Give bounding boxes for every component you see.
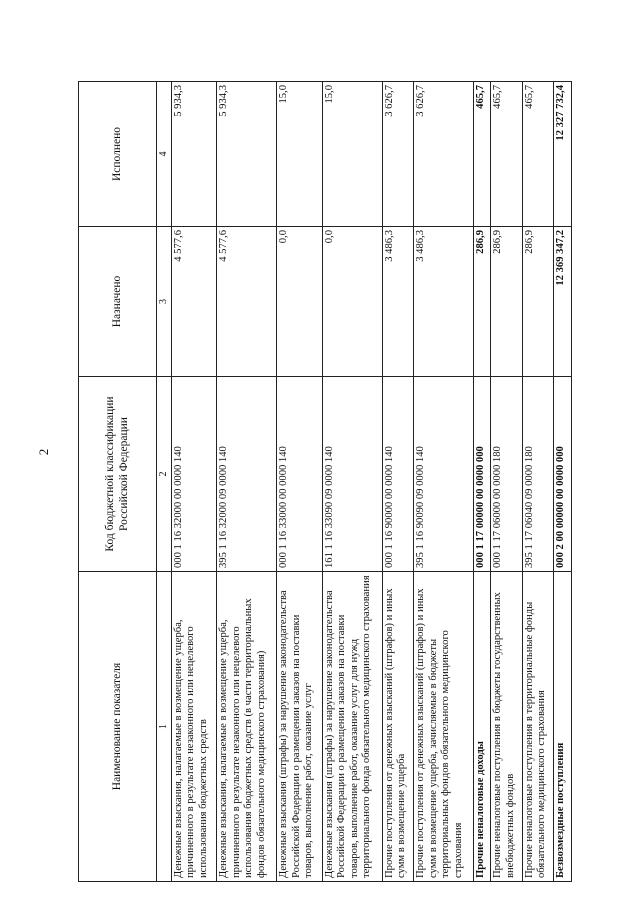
header-assigned: Назначено <box>79 227 157 377</box>
header-row <box>79 82 157 882</box>
row-code: 000 1 16 90000 00 0000 140 <box>382 377 414 572</box>
row-executed: 3 626,7 <box>414 82 474 227</box>
row-name: Денежные взыскания (штрафы) за нарушение законодательства Российской Федерации о размещении заказов на поставки товаров, выполнение работ, оказание услуг для нужд территориального фонда обязательного медицинского страхования <box>322 572 382 882</box>
table-row-total <box>554 82 572 882</box>
row-executed: 12 327 732,4 <box>554 82 572 227</box>
table-row <box>522 82 554 882</box>
rotated-table-wrapper <box>78 82 572 882</box>
row-assigned: 12 369 347,2 <box>554 227 572 377</box>
row-assigned: 286,9 <box>473 227 490 377</box>
row-assigned: 4 577,6 <box>217 227 277 377</box>
row-executed: 465,7 <box>522 82 554 227</box>
column-number: 2 <box>157 377 172 572</box>
column-number: 4 <box>157 82 172 227</box>
row-executed: 3 626,7 <box>382 82 414 227</box>
row-executed: 15,0 <box>322 82 382 227</box>
row-name: Прочие поступления от денежных взысканий (штрафов) и иных сумм в возмещение ущерба <box>382 572 414 882</box>
column-number: 1 <box>157 572 172 882</box>
table-row <box>382 82 414 882</box>
row-code: 000 1 16 33000 00 0000 140 <box>277 377 323 572</box>
row-name: Денежные взыскания, налагаемые в возмещение ущерба, причиненного в результате незаконного или нецелевого использования бюджетных средств <box>171 572 217 882</box>
table-row <box>277 82 323 882</box>
column-number-row <box>157 82 172 882</box>
row-code: 395 1 16 90090 09 0000 140 <box>414 377 474 572</box>
row-name: Прочие неналоговые поступления в территориальные фонды обязательного медицинского страхования <box>522 572 554 882</box>
column-number: 3 <box>157 227 172 377</box>
table-row <box>491 82 523 882</box>
row-name: Денежные взыскания, налагаемые в возмещение ущерба, причиненного в результате незаконного или нецелевого использования бюджетных средств (в части территориальных фондов обязательного медицинского страхования) <box>217 572 277 882</box>
budget-table <box>78 81 572 882</box>
page-number: 2 <box>36 448 51 456</box>
row-name: Прочие неналоговые поступления в бюджеты государственных внебюджетных фондов <box>491 572 523 882</box>
header-name: Наименование показателя <box>79 572 157 882</box>
row-executed: 5 934,3 <box>171 82 217 227</box>
row-assigned: 0,0 <box>322 227 382 377</box>
row-assigned: 0,0 <box>277 227 323 377</box>
row-name: Прочие поступления от денежных взысканий (штрафов) и иных сумм в возмещение ущерба, зачисляемые в бюджеты территориальных фондов обязательного медицинского страхования <box>414 572 474 882</box>
row-assigned: 3 486,3 <box>414 227 474 377</box>
row-assigned: 286,9 <box>491 227 523 377</box>
row-executed: 465,7 <box>473 82 490 227</box>
table-row <box>322 82 382 882</box>
table-row-total <box>473 82 490 882</box>
row-executed: 5 934,3 <box>217 82 277 227</box>
header-executed: Исполнено <box>79 82 157 227</box>
table-row <box>171 82 217 882</box>
row-executed: 15,0 <box>277 82 323 227</box>
row-name: Прочие неналоговые доходы <box>473 572 490 882</box>
row-name: Безвозмездные поступления <box>554 572 572 882</box>
row-assigned: 4 577,6 <box>171 227 217 377</box>
row-assigned: 3 486,3 <box>382 227 414 377</box>
table-row <box>414 82 474 882</box>
row-executed: 465,7 <box>491 82 523 227</box>
row-assigned: 286,9 <box>522 227 554 377</box>
row-code: 000 1 16 32000 00 0000 140 <box>171 377 217 572</box>
row-code: 161 1 16 33090 09 0000 140 <box>322 377 382 572</box>
row-code: 395 1 16 32000 09 0000 140 <box>217 377 277 572</box>
row-name: Денежные взыскания (штрафы) за нарушение законодательства Российской Федерации о размещении заказов на поставки товаров, выполнение работ, оказание услуг <box>277 572 323 882</box>
table-row <box>217 82 277 882</box>
row-code: 000 2 00 00000 00 0000 000 <box>554 377 572 572</box>
row-code: 000 1 17 00000 00 0000 000 <box>473 377 490 572</box>
header-code: Код бюджетной классификации Российской Федерации <box>79 377 157 572</box>
row-code: 395 1 17 06040 09 0000 180 <box>522 377 554 572</box>
table-body <box>171 82 571 882</box>
row-code: 000 1 17 06000 00 0000 180 <box>491 377 523 572</box>
